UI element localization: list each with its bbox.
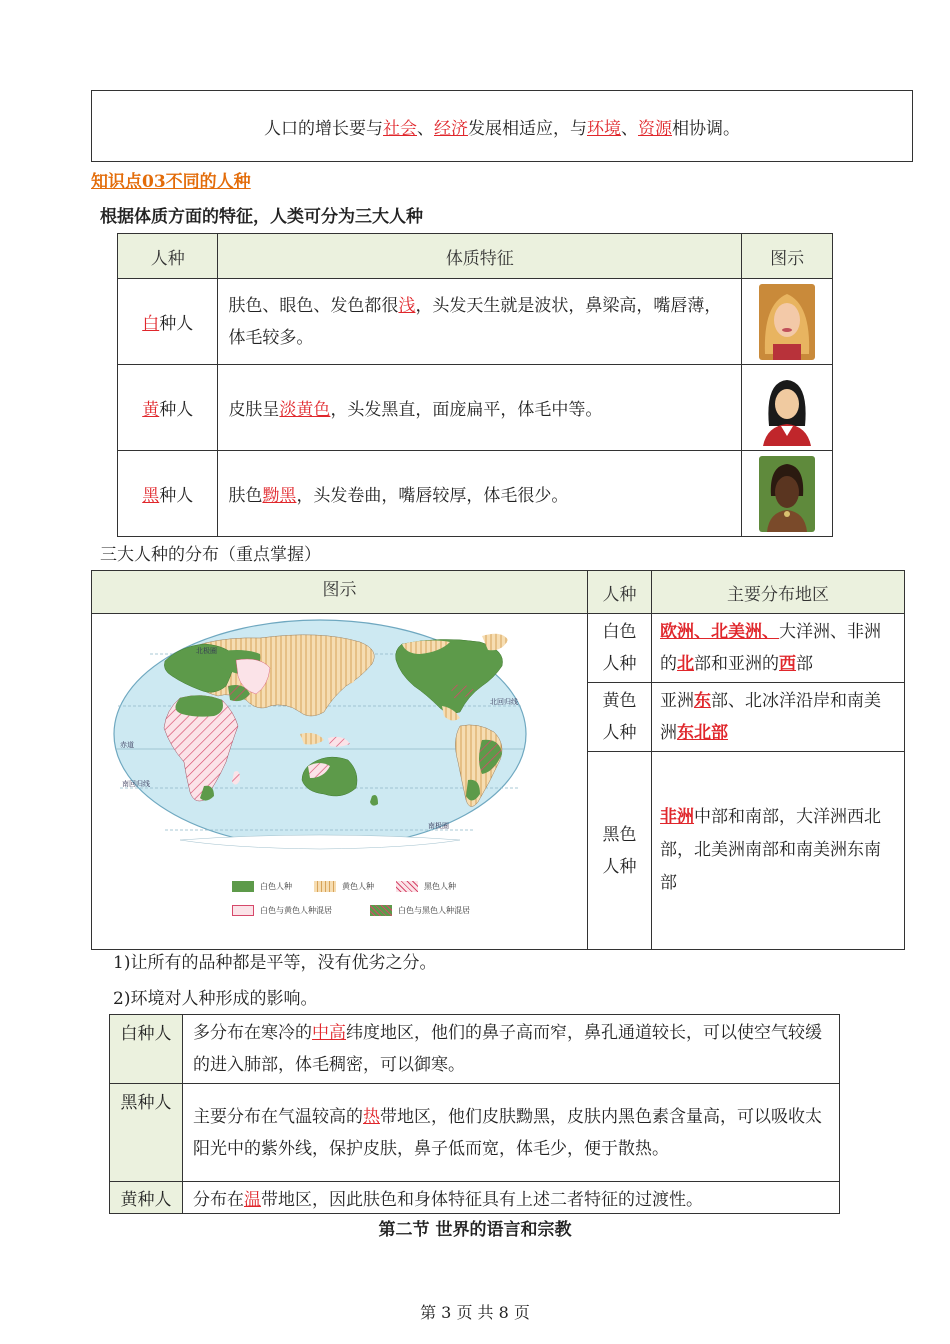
antarctic-circle-label: 南极圈	[428, 822, 449, 830]
legend-white-swatch	[232, 881, 254, 892]
note-2: 2)环境对人种形成的影响。	[113, 989, 318, 1009]
equator-label: 赤道	[120, 741, 134, 749]
distribution-title: 三大人种的分布（重点掌握）	[100, 545, 321, 565]
race-header: 人种	[587, 571, 651, 614]
environment-table	[109, 1014, 840, 1214]
section-heading: 知识点03不同的人种	[91, 172, 251, 192]
race-cell: 黑种人	[118, 451, 218, 537]
description-cell: 主要分布在气温较高的热带地区，他们皮肤黝黑，皮肤内黑色素含量高，可以吸收太阳光中的紫外线，保护皮肤，鼻子低而宽，体毛少，便于散热。	[183, 1084, 840, 1182]
legend-yellow-swatch	[314, 881, 336, 892]
white-race-portrait-icon	[759, 284, 815, 360]
region-cell: 欧洲、北美洲、大洋洲、非洲的北部和亚洲的西部	[652, 614, 905, 683]
description-cell: 分布在温带地区，因此肤色和身体特征具有上述二者特征的过渡性。	[183, 1182, 840, 1214]
tropic-south-label: 南回归线	[122, 780, 150, 788]
race-cell: 黑种人	[110, 1084, 183, 1182]
section2-title: 第二节 世界的语言和宗教	[378, 1220, 572, 1240]
feature-cell: 肤色、眼色、发色都很浅，头发天生就是波状，鼻梁高，嘴唇薄，体毛较多。	[218, 279, 742, 365]
race-cell: 白种人	[110, 1015, 183, 1084]
legend-black-label: 黑色人种	[424, 881, 456, 891]
legend-black-swatch	[396, 881, 418, 892]
legend-white-black-swatch	[370, 905, 392, 916]
table-row	[110, 1182, 840, 1214]
map-legend	[232, 876, 492, 920]
table-row	[110, 1084, 840, 1182]
legend-white-yellow-label: 白色与黄色人种混居	[260, 905, 332, 915]
photo-cell	[742, 365, 833, 451]
feature-header: 体质特征	[218, 234, 742, 279]
distribution-table	[91, 570, 905, 950]
summary-text: 人口的增长要与社会、经济发展相适应，与环境、资源相协调。	[264, 118, 740, 139]
table-row	[92, 614, 905, 683]
race-cell: 白种人	[118, 279, 218, 365]
legend-white-label: 白色人种	[260, 881, 292, 891]
region-cell: 亚洲东部、北冰洋沿岸和南美洲东北部	[652, 683, 905, 752]
table-row	[118, 365, 833, 451]
race-cell: 黑色人种	[587, 752, 651, 950]
race-table	[117, 233, 833, 537]
page-footer: 第 3 页 共 8 页	[420, 1303, 530, 1322]
description-cell: 多分布在寒冷的中高纬度地区，他们的鼻子高而窄，鼻孔通道较长，可以使空气较缓的进入肺部，体毛稠密，可以御寒。	[183, 1015, 840, 1084]
arctic-circle-label: 北极圈	[196, 647, 217, 655]
table-row	[110, 1015, 840, 1084]
photo-cell	[742, 279, 833, 365]
note-1: 1)让所有的品种都是平等，没有优劣之分。	[113, 953, 437, 973]
feature-cell: 皮肤呈淡黄色，头发黑直，面庞扁平，体毛中等。	[218, 365, 742, 451]
image-header: 图示	[742, 234, 833, 279]
race-cell: 白色人种	[587, 614, 651, 683]
map-cell	[92, 614, 588, 950]
black-race-portrait-icon	[759, 456, 815, 532]
region-cell: 非洲中部和南部，大洋洲西北部，北美洲南部和南美洲东南部	[652, 752, 905, 950]
yellow-race-portrait-icon	[759, 370, 815, 446]
world-race-distribution-map	[110, 616, 530, 852]
region-header: 主要分布地区	[652, 571, 905, 614]
photo-cell	[742, 451, 833, 537]
legend-white-yellow-swatch	[232, 905, 254, 916]
feature-cell: 肤色黝黑，头发卷曲，嘴唇较厚，体毛很少。	[218, 451, 742, 537]
race-header: 人种	[118, 234, 218, 279]
table-row	[118, 451, 833, 537]
legend-white-black-label: 白色与黑色人种混居	[398, 905, 470, 915]
tropic-north-label: 北回归线	[490, 698, 518, 706]
map-header: 图示	[92, 571, 588, 614]
race-cell: 黄种人	[118, 365, 218, 451]
race-cell: 黄色人种	[587, 683, 651, 752]
summary-box	[91, 90, 913, 162]
legend-yellow-label: 黄色人种	[342, 881, 374, 891]
race-cell: 黄种人	[110, 1182, 183, 1214]
table-row	[118, 279, 833, 365]
subheading: 根据体质方面的特征，人类可分为三大人种	[100, 207, 423, 227]
